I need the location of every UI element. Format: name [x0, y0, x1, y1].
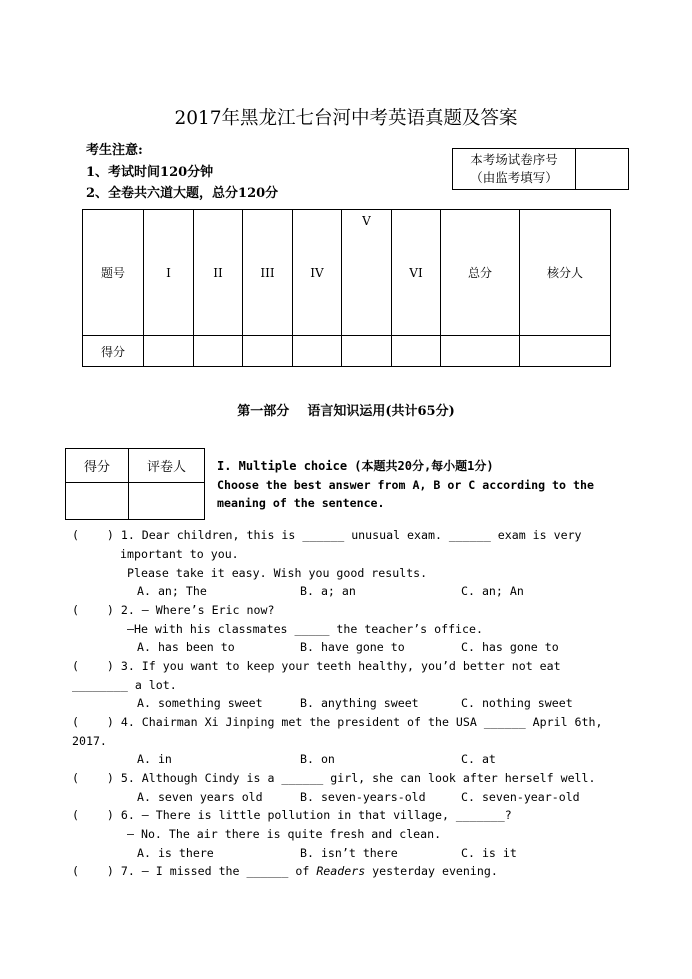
- question-3: ( ) 3. If you want to keep your teeth healthy, you’d better not eat: [72, 659, 561, 673]
- question-2-cont: —He with his classmates _____ the teacher’s office.: [127, 622, 483, 636]
- option-a: A. seven years old: [137, 790, 263, 804]
- exam-serial-field[interactable]: [576, 149, 628, 189]
- option-c: C. nothing sweet: [461, 696, 573, 710]
- question-6: ( ) 6. — There is little pollution in that village, _______?: [72, 808, 512, 822]
- option-a: A. has been to: [137, 640, 235, 654]
- score-col-6: VI: [392, 210, 441, 336]
- question-5: ( ) 5. Although Cindy is a ______ girl, she can look after herself well.: [72, 771, 596, 785]
- part1-heading: I. Multiple choice (本题共20分,每小题1分): [217, 459, 494, 473]
- question-7: ( ) 7. — I missed the ______ of Readers yesterday evening.: [72, 864, 498, 878]
- score-cell[interactable]: [243, 336, 293, 367]
- part1-instruction: Choose the best answer from A, B or C according to the: [217, 478, 594, 492]
- page-title: 2017年黑龙江七台河中考英语真题及答案: [174, 108, 518, 129]
- score-col-5: V: [342, 210, 392, 336]
- option-b: B. have gone to: [300, 640, 405, 654]
- option-c: C. seven-year-old: [461, 790, 580, 804]
- option-a: A. something sweet: [137, 696, 263, 710]
- question-1-cont: important to you.: [120, 547, 239, 561]
- option-c: C. at: [461, 752, 496, 766]
- score-cell[interactable]: [194, 336, 243, 367]
- notice-item: 1、考试时间120分钟: [86, 165, 214, 180]
- score-cell[interactable]: [392, 336, 441, 367]
- score-col-2: II: [194, 210, 243, 336]
- grader-table: [65, 448, 205, 520]
- grader-score-cell[interactable]: [66, 483, 129, 520]
- question-2: ( ) 2. — Where’s Eric now?: [72, 603, 275, 617]
- score-cell[interactable]: [342, 336, 392, 367]
- option-a: A. is there: [137, 846, 214, 860]
- score-col-4: IV: [293, 210, 342, 336]
- notice-item: 2、全卷共六道大题，总分120分: [86, 186, 279, 201]
- option-c: C. is it: [461, 846, 517, 860]
- score-col-checker: 核分人: [520, 210, 611, 336]
- score-cell[interactable]: [441, 336, 520, 367]
- question-6-cont: — No. The air there is quite fresh and clean.: [127, 827, 442, 841]
- question-4-cont: 2017.: [72, 734, 107, 748]
- notice-heading: 考生注意:: [86, 143, 143, 158]
- score-col-total: 总分: [441, 210, 520, 336]
- grader-name-cell[interactable]: [129, 483, 205, 520]
- option-c: C. has gone to: [461, 640, 559, 654]
- score-cell[interactable]: [144, 336, 194, 367]
- exam-serial-box: [452, 148, 629, 190]
- option-b: B. on: [300, 752, 335, 766]
- option-a: A. in: [137, 752, 172, 766]
- score-cell[interactable]: [293, 336, 342, 367]
- question-1: ( ) 1. Dear children, this is ______ unusual exam. ______ exam is very: [72, 528, 582, 542]
- option-c: C. an; An: [461, 584, 524, 598]
- score-col-1: I: [144, 210, 194, 336]
- score-table: [82, 209, 611, 367]
- score-table-header: 题号: [83, 210, 144, 336]
- part1-instruction: meaning of the sentence.: [217, 496, 385, 510]
- section-title: 第一部分 语言知识运用(共计65分): [237, 404, 455, 419]
- score-row-label: 得分: [83, 336, 144, 367]
- option-b: B. seven-years-old: [300, 790, 426, 804]
- option-b: B. a; an: [300, 584, 356, 598]
- grader-score-label: 得分: [66, 449, 129, 483]
- score-cell[interactable]: [520, 336, 611, 367]
- option-a: A. an; The: [137, 584, 207, 598]
- score-col-3: III: [243, 210, 293, 336]
- question-4: ( ) 4. Chairman Xi Jinping met the president of the USA ______ April 6th,: [72, 715, 603, 729]
- grader-name-label: 评卷人: [129, 449, 205, 483]
- option-b: B. isn’t there: [300, 846, 398, 860]
- question-3-cont: ________ a lot.: [72, 678, 177, 692]
- option-b: B. anything sweet: [300, 696, 419, 710]
- question-1-cont: Please take it easy. Wish you good results.: [127, 566, 428, 580]
- exam-serial-label: 本考场试卷序号 （由监考填写）: [453, 149, 576, 189]
